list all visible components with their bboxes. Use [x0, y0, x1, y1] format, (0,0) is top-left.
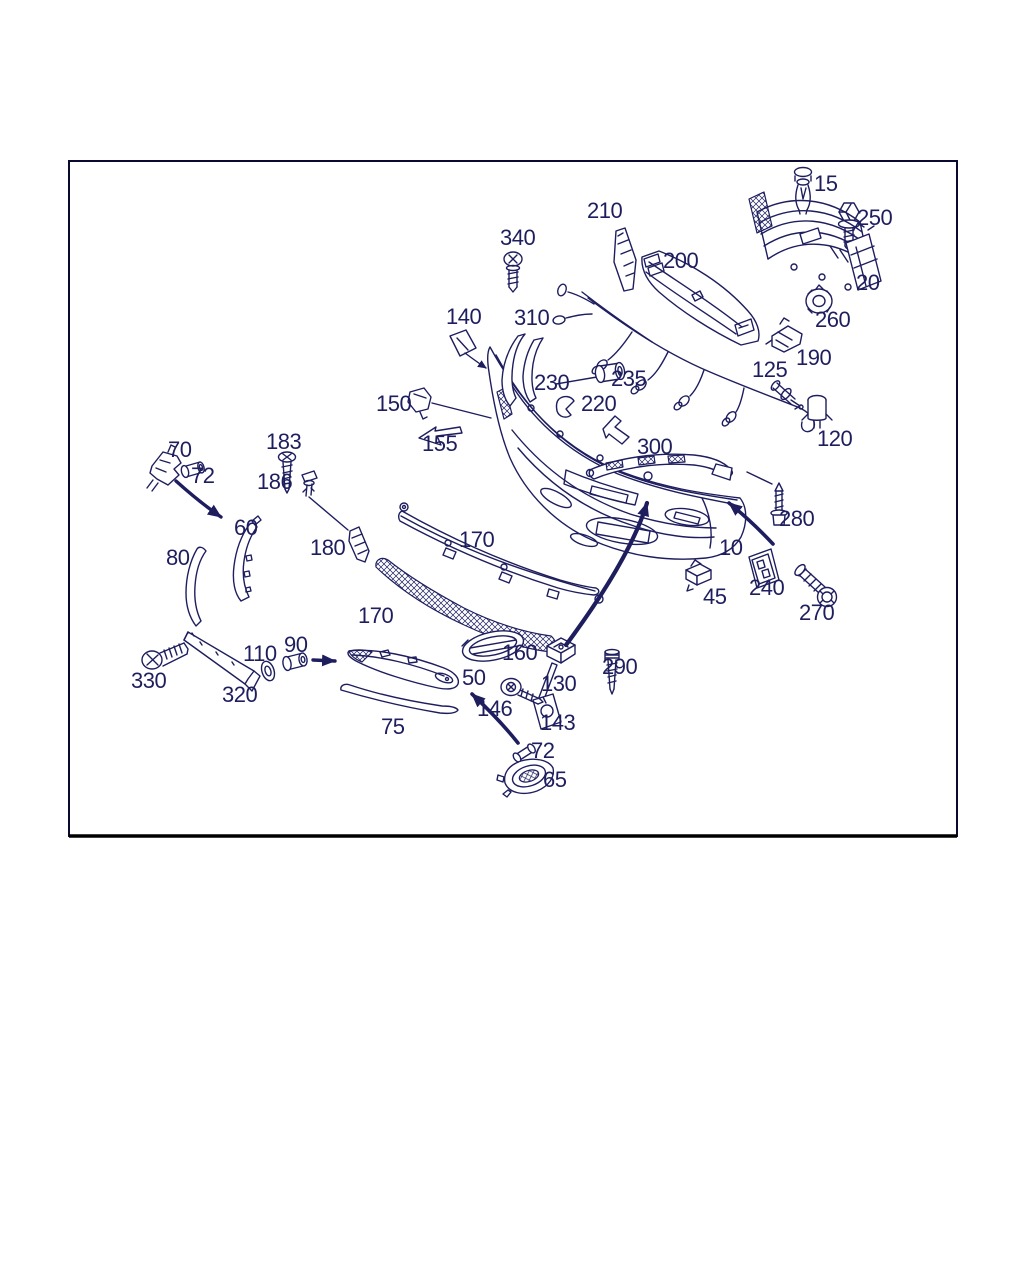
part-number-label-160: 160 [502, 640, 538, 665]
part-number-label-240: 240 [749, 575, 785, 600]
part-screw-340 [504, 252, 522, 292]
part-number-label-220: 220 [581, 391, 617, 416]
part-sensor-125 [770, 379, 803, 409]
part-clip-186 [302, 471, 348, 530]
part-number-label-280: 280 [779, 506, 815, 531]
part-number-label-190: 190 [796, 345, 832, 370]
part-number-label-72: 72 [191, 463, 215, 488]
part-cover-150 [408, 388, 491, 419]
part-number-label-300: 300 [637, 434, 673, 459]
part-number-label-60: 60 [234, 515, 258, 540]
part-number-label-146: 146 [477, 696, 513, 721]
part-number-label-310: 310 [514, 305, 550, 330]
part-number-label-90: 90 [284, 632, 308, 657]
part-bracket-220 [603, 416, 629, 444]
part-number-label-120: 120 [817, 426, 853, 451]
part-number-label-183: 183 [266, 429, 302, 454]
part-bracket-210 [614, 228, 636, 291]
part-number-label-20: 20 [856, 270, 880, 295]
part-number-label-250: 250 [857, 205, 893, 230]
part-impact-absorber-200 [642, 251, 759, 345]
part-number-label-125: 125 [752, 357, 788, 382]
part-number-label-230: 230 [534, 370, 570, 395]
part-number-label-140: 140 [446, 304, 482, 329]
part-number-label-50: 50 [462, 665, 486, 690]
part-number-label-80: 80 [166, 545, 190, 570]
part-number-label-15: 15 [814, 171, 838, 196]
part-number-label-210: 210 [587, 198, 623, 223]
part-number-label-170: 170 [459, 527, 495, 552]
part-number-label-155: 155 [422, 431, 458, 456]
part-number-label-180: 180 [310, 535, 346, 560]
part-number-label-170: 170 [358, 603, 394, 628]
part-number-label-65: 65 [543, 767, 567, 792]
part-number-label-110: 110 [243, 641, 277, 666]
part-bracket-180 [349, 527, 369, 562]
part-number-label-130: 130 [541, 671, 577, 696]
part-number-label-270: 270 [799, 600, 835, 625]
part-number-label-290: 290 [602, 654, 638, 679]
part-number-label-320: 320 [222, 682, 258, 707]
part-number-label-45: 45 [703, 584, 727, 609]
part-cover-140 [450, 330, 486, 368]
part-number-label-72: 72 [531, 738, 555, 763]
part-number-label-150: 150 [376, 391, 412, 416]
part-molding-50 [348, 650, 458, 689]
part-number-label-70: 70 [168, 437, 192, 462]
part-number-label-186: 186 [257, 469, 293, 494]
part-number-label-340: 340 [500, 225, 536, 250]
part-number-label-143: 143 [540, 710, 576, 735]
part-number-label-10: 10 [719, 535, 743, 560]
part-clip-15 [795, 168, 812, 215]
part-number-label-75: 75 [381, 714, 405, 739]
part-number-label-260: 260 [815, 307, 851, 332]
part-number-label-235: 235 [611, 366, 647, 391]
part-screw-330 [142, 643, 188, 669]
part-number-label-200: 200 [663, 248, 699, 273]
part-number-label-330: 330 [131, 668, 167, 693]
